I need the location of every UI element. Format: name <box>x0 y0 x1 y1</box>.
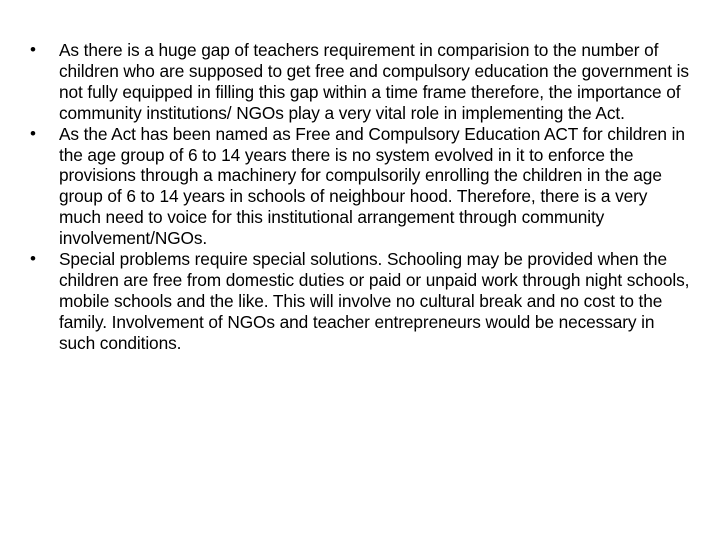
bullet-item-enforcement: • As the Act has been named as Free and Compulsory Education ACT for children in the age group of 6 to 14 years there is no system evolved in it to enforce the provisions through a machinery for compulsorily enrolling the children in the age group of 6 to 14 years in schools of neighbour hood. Therefore, there is a very much need to voice for this institutional arrangement through community involvement/NGOs. <box>30 124 692 249</box>
bullet-item-teacher-gap: • As there is a huge gap of teachers requirement in comparision to the number of children who are supposed to get free and compulsory education the government is not fully equipped in filling this gap within a time frame therefore, the importance of community institutions/ NGOs play a very vital role in implementing the Act. <box>30 40 692 124</box>
bullet-item-special-solutions: • Special problems require special solutions. Schooling may be provided when the children are free from domestic duties or paid or unpaid work through night schools, mobile schools and the like. This will involve no cultural break and no cost to the family. Involvement of NGOs and teacher entrepreneurs would be necessary in such conditions. <box>30 249 692 354</box>
bullet-list <box>30 40 692 354</box>
